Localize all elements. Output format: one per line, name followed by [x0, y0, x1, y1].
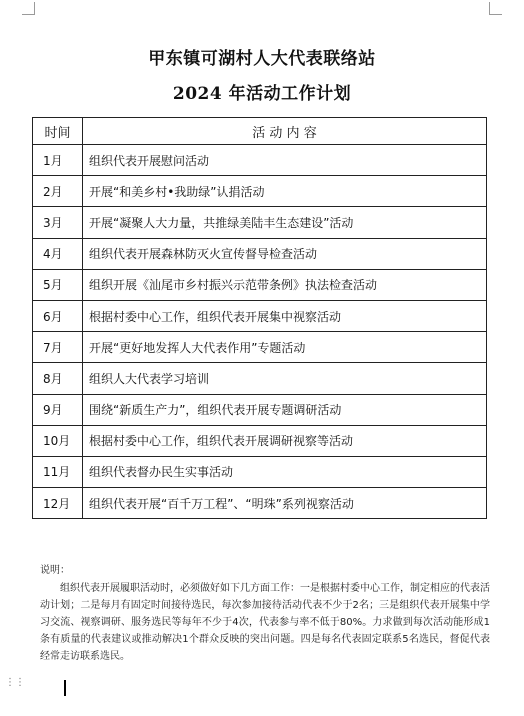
activity-cell: 组织开展《汕尾市乡村振兴示范带条例》执法检查活动: [83, 269, 487, 300]
month-cell: 1月: [33, 145, 83, 176]
page-corner-mark-right: [489, 2, 502, 15]
activity-cell: 开展“更好地发挥人大代表作用”专题活动: [83, 332, 487, 363]
activity-cell: 组织代表督办民生实事活动: [83, 456, 487, 487]
notes-body: 组织代表开展履职活动时，必须做好如下几方面工作：一是根据村委中心工作，制定相应的代表活动计划；二是每月有固定时间接待选民，每次参加接待活动代表不少于2名；三是组织代表开展集中学习交流、视察调研、服务选民等每年不少于4次，代表参与率不低于80%。力求做到每次活动能形成1条有质量的代表建议或推动解决1个群众反映的突出问题。四是每名代表固定联系5名选民，督促代表经常走访联系选民。: [40, 583, 490, 662]
activity-cell: 开展“和美乡村•我助绿”认捐活动: [83, 176, 487, 207]
notes-section: [40, 562, 490, 665]
month-cell: 10月: [33, 425, 83, 456]
month-cell: 7月: [33, 332, 83, 363]
table-row: [33, 207, 487, 238]
table-row: [33, 363, 487, 394]
activity-cell: 组织代表开展“百千万工程”、“明珠”系列视察活动: [83, 488, 487, 519]
month-cell: 2月: [33, 176, 83, 207]
table-row: [33, 456, 487, 487]
activity-cell: 组织代表开展森林防灭火宣传督导检查活动: [83, 238, 487, 269]
month-cell: 6月: [33, 300, 83, 331]
activity-cell: 围绕“新质生产力”，组织代表开展专题调研活动: [83, 394, 487, 425]
document-subtitle: 2024 年活动工作计划: [172, 84, 352, 104]
header-time: 时间: [33, 118, 83, 145]
table-row: [33, 176, 487, 207]
month-cell: 8月: [33, 363, 83, 394]
table-row: [33, 145, 487, 176]
table-row: [33, 332, 487, 363]
activity-plan-table: [32, 117, 487, 519]
page-corner-mark-left: [22, 2, 35, 15]
text-cursor: [64, 680, 66, 696]
table-row: [33, 238, 487, 269]
document-title: 甲东镇可湖村人大代表联络站: [148, 49, 376, 69]
drag-handle-icon[interactable]: ⋮⋮: [5, 677, 25, 688]
header-activity: 活 动 内 容: [83, 118, 487, 145]
table-header-row: [33, 118, 487, 145]
month-cell: 3月: [33, 207, 83, 238]
activity-cell: 组织代表开展慰问活动: [83, 145, 487, 176]
month-cell: 9月: [33, 394, 83, 425]
month-cell: 12月: [33, 488, 83, 519]
notes-label: 说明：: [40, 565, 70, 576]
table-row: [33, 488, 487, 519]
month-cell: 4月: [33, 238, 83, 269]
month-cell: 5月: [33, 269, 83, 300]
table-row: [33, 394, 487, 425]
activity-cell: 根据村委中心工作，组织代表开展调研视察等活动: [83, 425, 487, 456]
table-row: [33, 300, 487, 331]
activity-cell: 根据村委中心工作，组织代表开展集中视察活动: [83, 300, 487, 331]
activity-cell: 开展“凝聚人大力量，共推绿美陆丰生态建设”活动: [83, 207, 487, 238]
activity-cell: 组织人大代表学习培训: [83, 363, 487, 394]
table-row: [33, 269, 487, 300]
table-row: [33, 425, 487, 456]
month-cell: 11月: [33, 456, 83, 487]
